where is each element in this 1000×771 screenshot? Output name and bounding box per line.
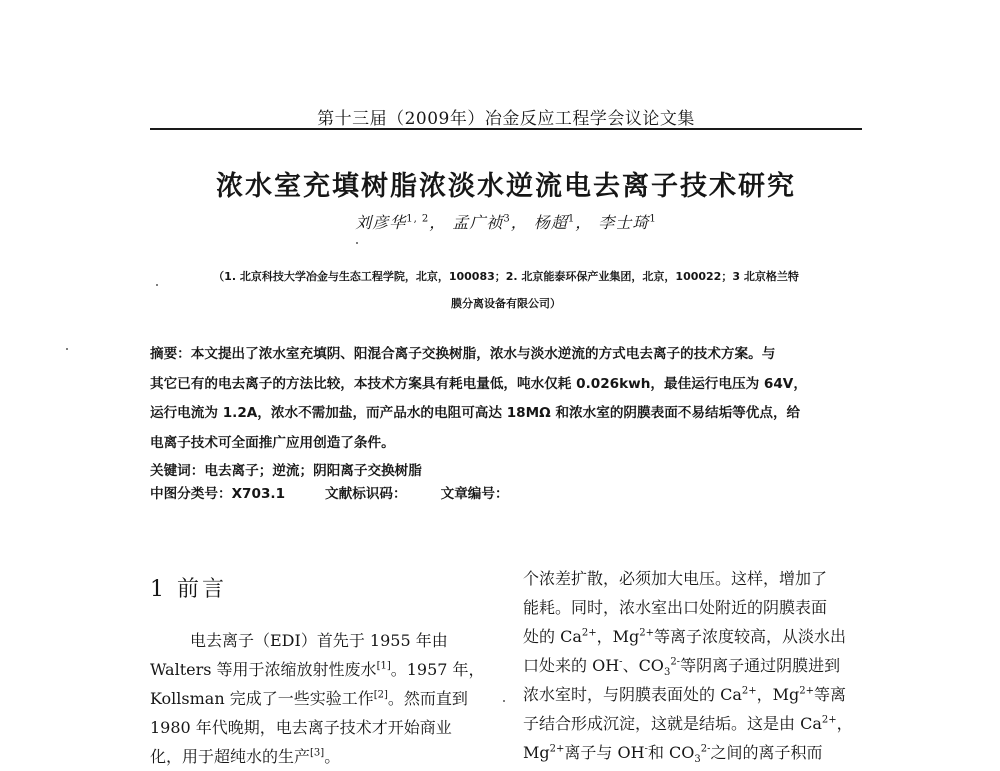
paper-title: 浓水室充填树脂浓淡水逆流电去离子技术研究 bbox=[216, 171, 796, 202]
citation-3: [3] bbox=[310, 747, 325, 759]
keywords-text: 电去离子；逆流；阴阳离子交换树脂 bbox=[204, 463, 422, 479]
section-number: 1 bbox=[150, 577, 167, 602]
author-name: 刘彦华 bbox=[355, 213, 407, 232]
abstract-text: 本文提出了浓水室充填阴、阳混合离子交换树脂，浓水与淡水逆流的方式电去离子的技术方案。与 bbox=[190, 346, 776, 362]
scan-speck bbox=[66, 348, 68, 350]
citation-2: [2] bbox=[373, 689, 388, 701]
classification-line bbox=[150, 482, 509, 502]
author-affiliation-mark: 1 bbox=[649, 213, 657, 225]
abstract-label: 摘要： bbox=[150, 346, 191, 362]
clc-value: X703.1 bbox=[231, 486, 286, 502]
section-title: 前言 bbox=[177, 577, 228, 602]
author-separator: ， bbox=[510, 213, 528, 232]
abstract-line: 运行电流为 1.2A，浓水不需加盐，而产品水的电阻可高达 18MΩ 和浓水室的阴膜表面不易结垢等优点，给 bbox=[150, 405, 801, 421]
author-affiliation-mark: 1 bbox=[567, 213, 576, 225]
section-heading bbox=[150, 572, 227, 603]
body-line: 口处来的 OH-、$CO_3^{2-}$等阴离子通过阴膜进到 bbox=[523, 656, 841, 679]
body-line: 浓水室时，与阴膜表面处的 $Ca^{2+}$，$Mg^{2+}$等离 bbox=[523, 685, 847, 704]
right-column bbox=[523, 564, 863, 767]
running-head: 第十三届（2009年）冶金反应工程学会议论文集 bbox=[317, 109, 695, 129]
body-line: 电去离子（EDI）首先于 1955 年由 bbox=[190, 631, 448, 650]
body-line: 1980 年代晚期，电去离子技术才开始商业 bbox=[150, 718, 452, 737]
article-number-label: 文章编号： bbox=[440, 486, 509, 502]
abstract-line: 电离子技术可全面推广应用创造了条件。 bbox=[150, 434, 395, 451]
left-column bbox=[150, 626, 490, 771]
scan-speck bbox=[503, 700, 505, 702]
body-line: 处的 $Ca^{2+}$，$Mg^{2+}$等离子浓度较高，从淡水出 bbox=[523, 627, 847, 646]
affiliation-line-2: 膜分离设备有限公司） bbox=[451, 297, 561, 310]
clc-label: 中图分类号： bbox=[150, 486, 232, 502]
doc-code-label: 文献标识码： bbox=[325, 486, 407, 502]
author-affiliation-mark: 3 bbox=[503, 213, 511, 225]
author-name: 孟广祯 bbox=[452, 213, 504, 232]
abstract bbox=[150, 340, 862, 458]
keywords-label: 关键词： bbox=[150, 463, 205, 479]
body-line: $Mg^{2+}$离子与 OH-和 $CO_3^{2-}$之间的离子积而 bbox=[523, 743, 823, 766]
body-line: Kollsman 完成了一些实验工作[2]。然而直到 bbox=[150, 689, 468, 708]
scan-speck bbox=[156, 284, 158, 286]
abstract-line: 其它已有的电去离子的方法比较，本技术方案具有耗电量低，吨水仅耗 0.026kwh，最佳运行电压为 64V， bbox=[150, 375, 807, 392]
scan-speck bbox=[356, 242, 358, 244]
author-name: 杨超 bbox=[533, 213, 568, 232]
author-list bbox=[150, 210, 862, 233]
affiliation-line-1: （1. 北京科技大学冶金与生态工程学院，北京，100083；2. 北京能泰环保产业集团，北京，100022；3 北京格兰特 bbox=[213, 270, 799, 283]
author-separator: ， bbox=[429, 213, 447, 232]
citation-1: [1] bbox=[376, 660, 391, 672]
abstract-line bbox=[150, 340, 862, 370]
body-line: 能耗。同时，浓水室出口处附近的阴膜表面 bbox=[523, 598, 828, 617]
author-affiliation-mark: 1, 2 bbox=[406, 213, 430, 225]
author-separator: ， bbox=[575, 213, 593, 232]
author-name: 李士琦 bbox=[598, 213, 650, 232]
body-line: 个浓差扩散，必须加大电压。这样，增加了 bbox=[523, 569, 828, 588]
body-line: 化，用于超纯水的生产[3]。 bbox=[150, 747, 341, 766]
body-line: 子结合形成沉淀，这就是结垢。这是由 $Ca^{2+}$， bbox=[523, 714, 853, 733]
header-rule bbox=[150, 128, 862, 130]
keywords bbox=[150, 459, 422, 479]
body-line: Walters 等用于浓缩放射性废水[1]。1957 年， bbox=[150, 660, 485, 679]
